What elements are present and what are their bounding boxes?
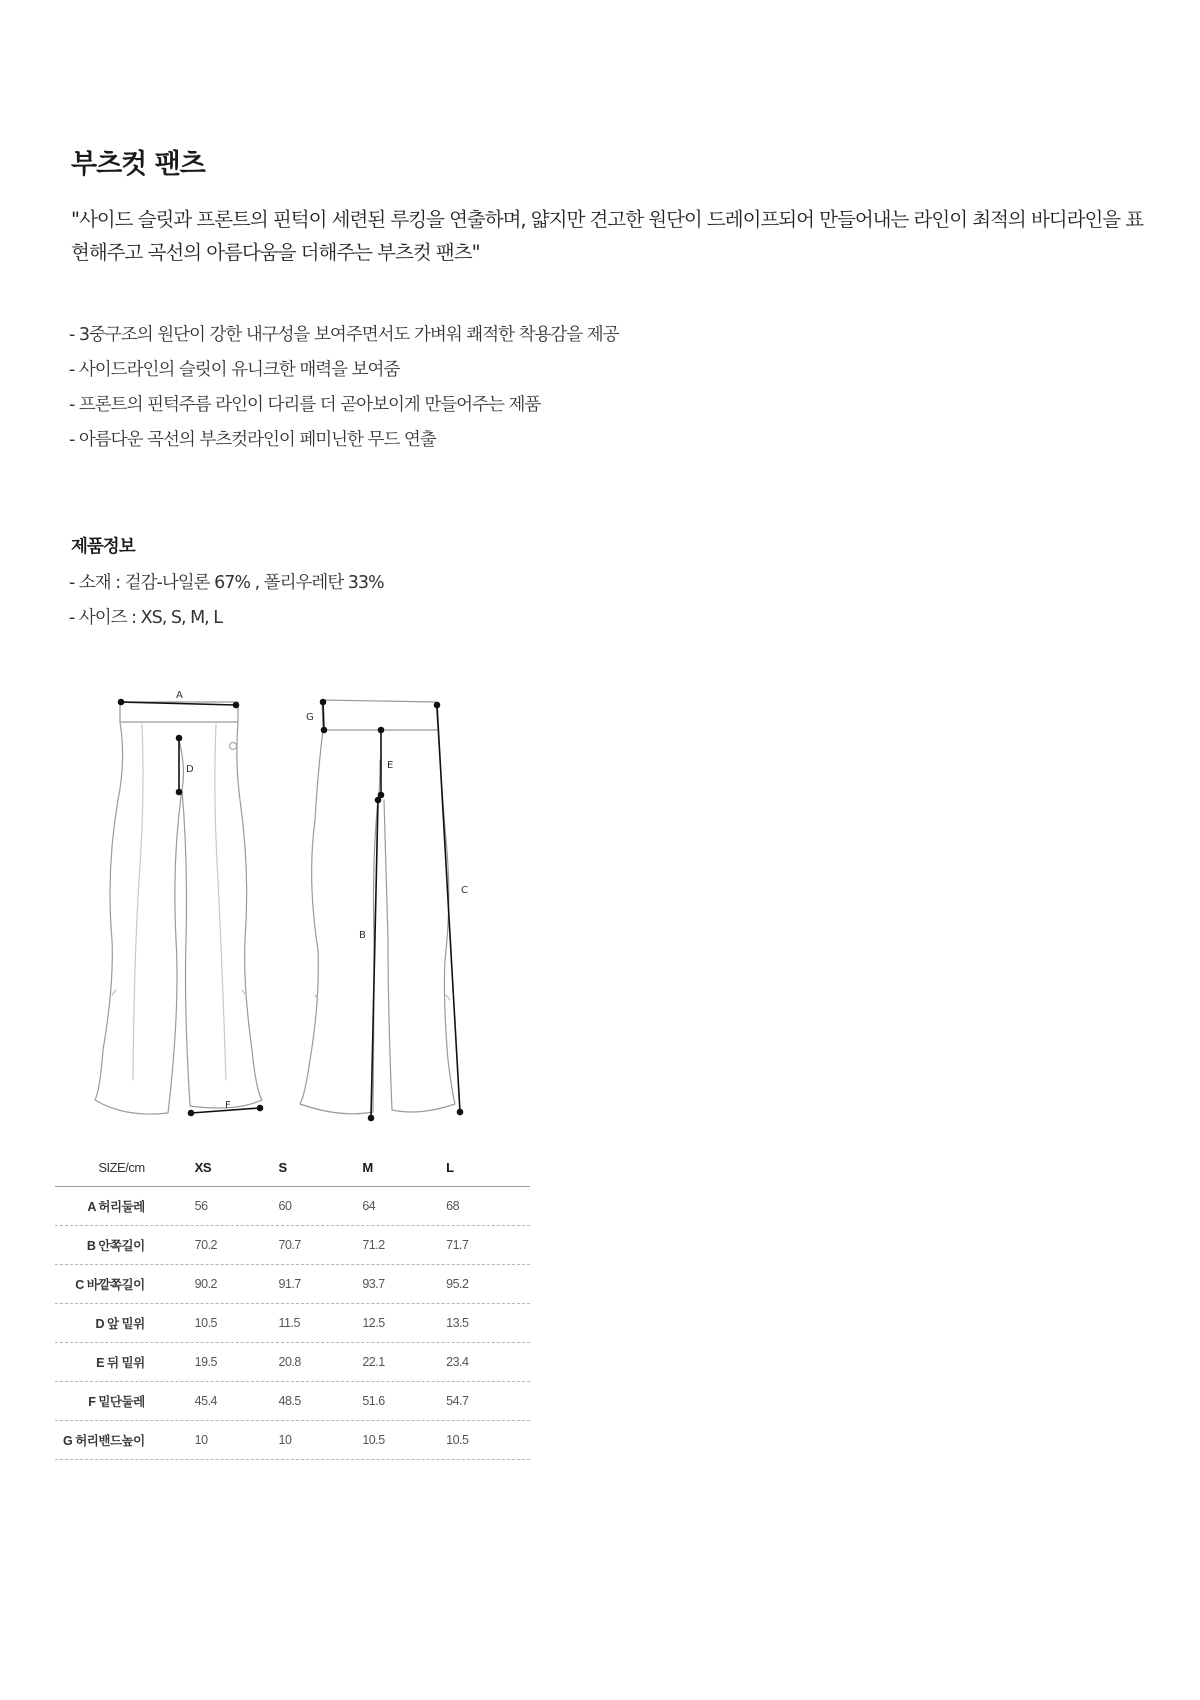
table-row xyxy=(55,1421,530,1460)
cell-s: 60 xyxy=(278,1199,292,1213)
product-title: 부츠컷 팬츠 xyxy=(71,149,205,180)
size-table xyxy=(55,1148,530,1460)
label-e: E xyxy=(387,760,394,771)
label-f: F xyxy=(225,1100,231,1111)
row-label: D 앞 밑위 xyxy=(95,1317,145,1331)
feature-item: - 3중구조의 원단이 강한 내구성을 보여주면서도 가벼워 쾌적한 착용감을 제공 xyxy=(69,325,619,345)
header-m: M xyxy=(362,1159,373,1175)
header-xs: XS xyxy=(194,1159,212,1175)
cell-s: 10 xyxy=(278,1433,292,1447)
cell-m: 51.6 xyxy=(362,1394,385,1408)
row-label: C 바깥쪽길이 xyxy=(75,1278,145,1292)
cell-m: 64 xyxy=(362,1199,376,1213)
material-text: - 소재 : 겉감-나일론 67% , 폴리우레탄 33% xyxy=(69,573,384,593)
row-label: G 허리밴드높이 xyxy=(63,1434,145,1448)
cell-xs: 19.5 xyxy=(194,1355,218,1369)
back-pants-illustration xyxy=(300,700,455,1114)
product-quote: "사이드 슬릿과 프론트의 핀턱이 세련된 루킹을 연출하며, 얇지만 견고한 원단이 드레이프되어 만들어내는 라인이 최적의 바디라인을 표현해주고 곡선의 아름다움을 더해주는 부츠컷 팬츠" xyxy=(71,208,1144,264)
cell-xs: 70.2 xyxy=(194,1238,218,1252)
table-row xyxy=(55,1265,530,1304)
cell-l: 54.7 xyxy=(446,1394,469,1408)
table-row xyxy=(55,1382,530,1421)
header-size-label: SIZE/cm xyxy=(98,1159,145,1175)
table-row xyxy=(55,1304,530,1343)
label-b: B xyxy=(359,930,366,941)
row-label: A 허리둘레 xyxy=(87,1200,145,1214)
cell-l: 95.2 xyxy=(446,1277,469,1291)
table-row xyxy=(55,1187,530,1226)
cell-s: 20.8 xyxy=(278,1355,301,1369)
cell-xs: 45.4 xyxy=(194,1394,218,1408)
cell-s: 48.5 xyxy=(278,1394,301,1408)
header-l: L xyxy=(446,1159,454,1175)
cell-m: 93.7 xyxy=(362,1277,385,1291)
cell-l: 71.7 xyxy=(446,1238,469,1252)
label-a: A xyxy=(176,690,183,701)
cell-s: 91.7 xyxy=(278,1277,301,1291)
cell-m: 22.1 xyxy=(362,1355,385,1369)
product-info-heading: 제품정보 xyxy=(71,537,135,557)
label-c: C xyxy=(461,885,468,896)
cell-m: 12.5 xyxy=(362,1316,385,1330)
cell-m: 10.5 xyxy=(362,1433,385,1447)
cell-xs: 56 xyxy=(194,1199,208,1213)
row-label: F 밑단둘레 xyxy=(88,1395,145,1409)
cell-l: 13.5 xyxy=(446,1316,469,1330)
header-s: S xyxy=(278,1159,287,1175)
cell-l: 23.4 xyxy=(446,1355,469,1369)
label-d: D xyxy=(186,764,194,775)
cell-m: 71.2 xyxy=(362,1238,385,1252)
feature-item: - 프론트의 핀턱주름 라인이 다리를 더 곧아보이게 만들어주는 제품 xyxy=(69,395,541,415)
cell-xs: 90.2 xyxy=(194,1277,218,1291)
feature-item: - 아름다운 곡선의 부츠컷라인이 페미닌한 무드 연출 xyxy=(69,430,436,450)
cell-xs: 10.5 xyxy=(194,1316,218,1330)
table-row xyxy=(55,1226,530,1265)
label-g: G xyxy=(306,712,314,723)
size-table-header xyxy=(55,1148,530,1187)
cell-l: 68 xyxy=(446,1199,460,1213)
row-label: B 안쪽길이 xyxy=(86,1239,145,1253)
sizes-text: - 사이즈 : XS, S, M, L xyxy=(69,608,223,628)
row-label: E 뒤 밑위 xyxy=(96,1356,145,1370)
table-row xyxy=(55,1343,530,1382)
cell-s: 11.5 xyxy=(278,1316,300,1330)
feature-item: - 사이드라인의 슬릿이 유니크한 매력을 보여줌 xyxy=(69,360,400,380)
cell-xs: 10 xyxy=(194,1433,208,1447)
cell-s: 70.7 xyxy=(278,1238,301,1252)
cell-l: 10.5 xyxy=(446,1433,469,1447)
